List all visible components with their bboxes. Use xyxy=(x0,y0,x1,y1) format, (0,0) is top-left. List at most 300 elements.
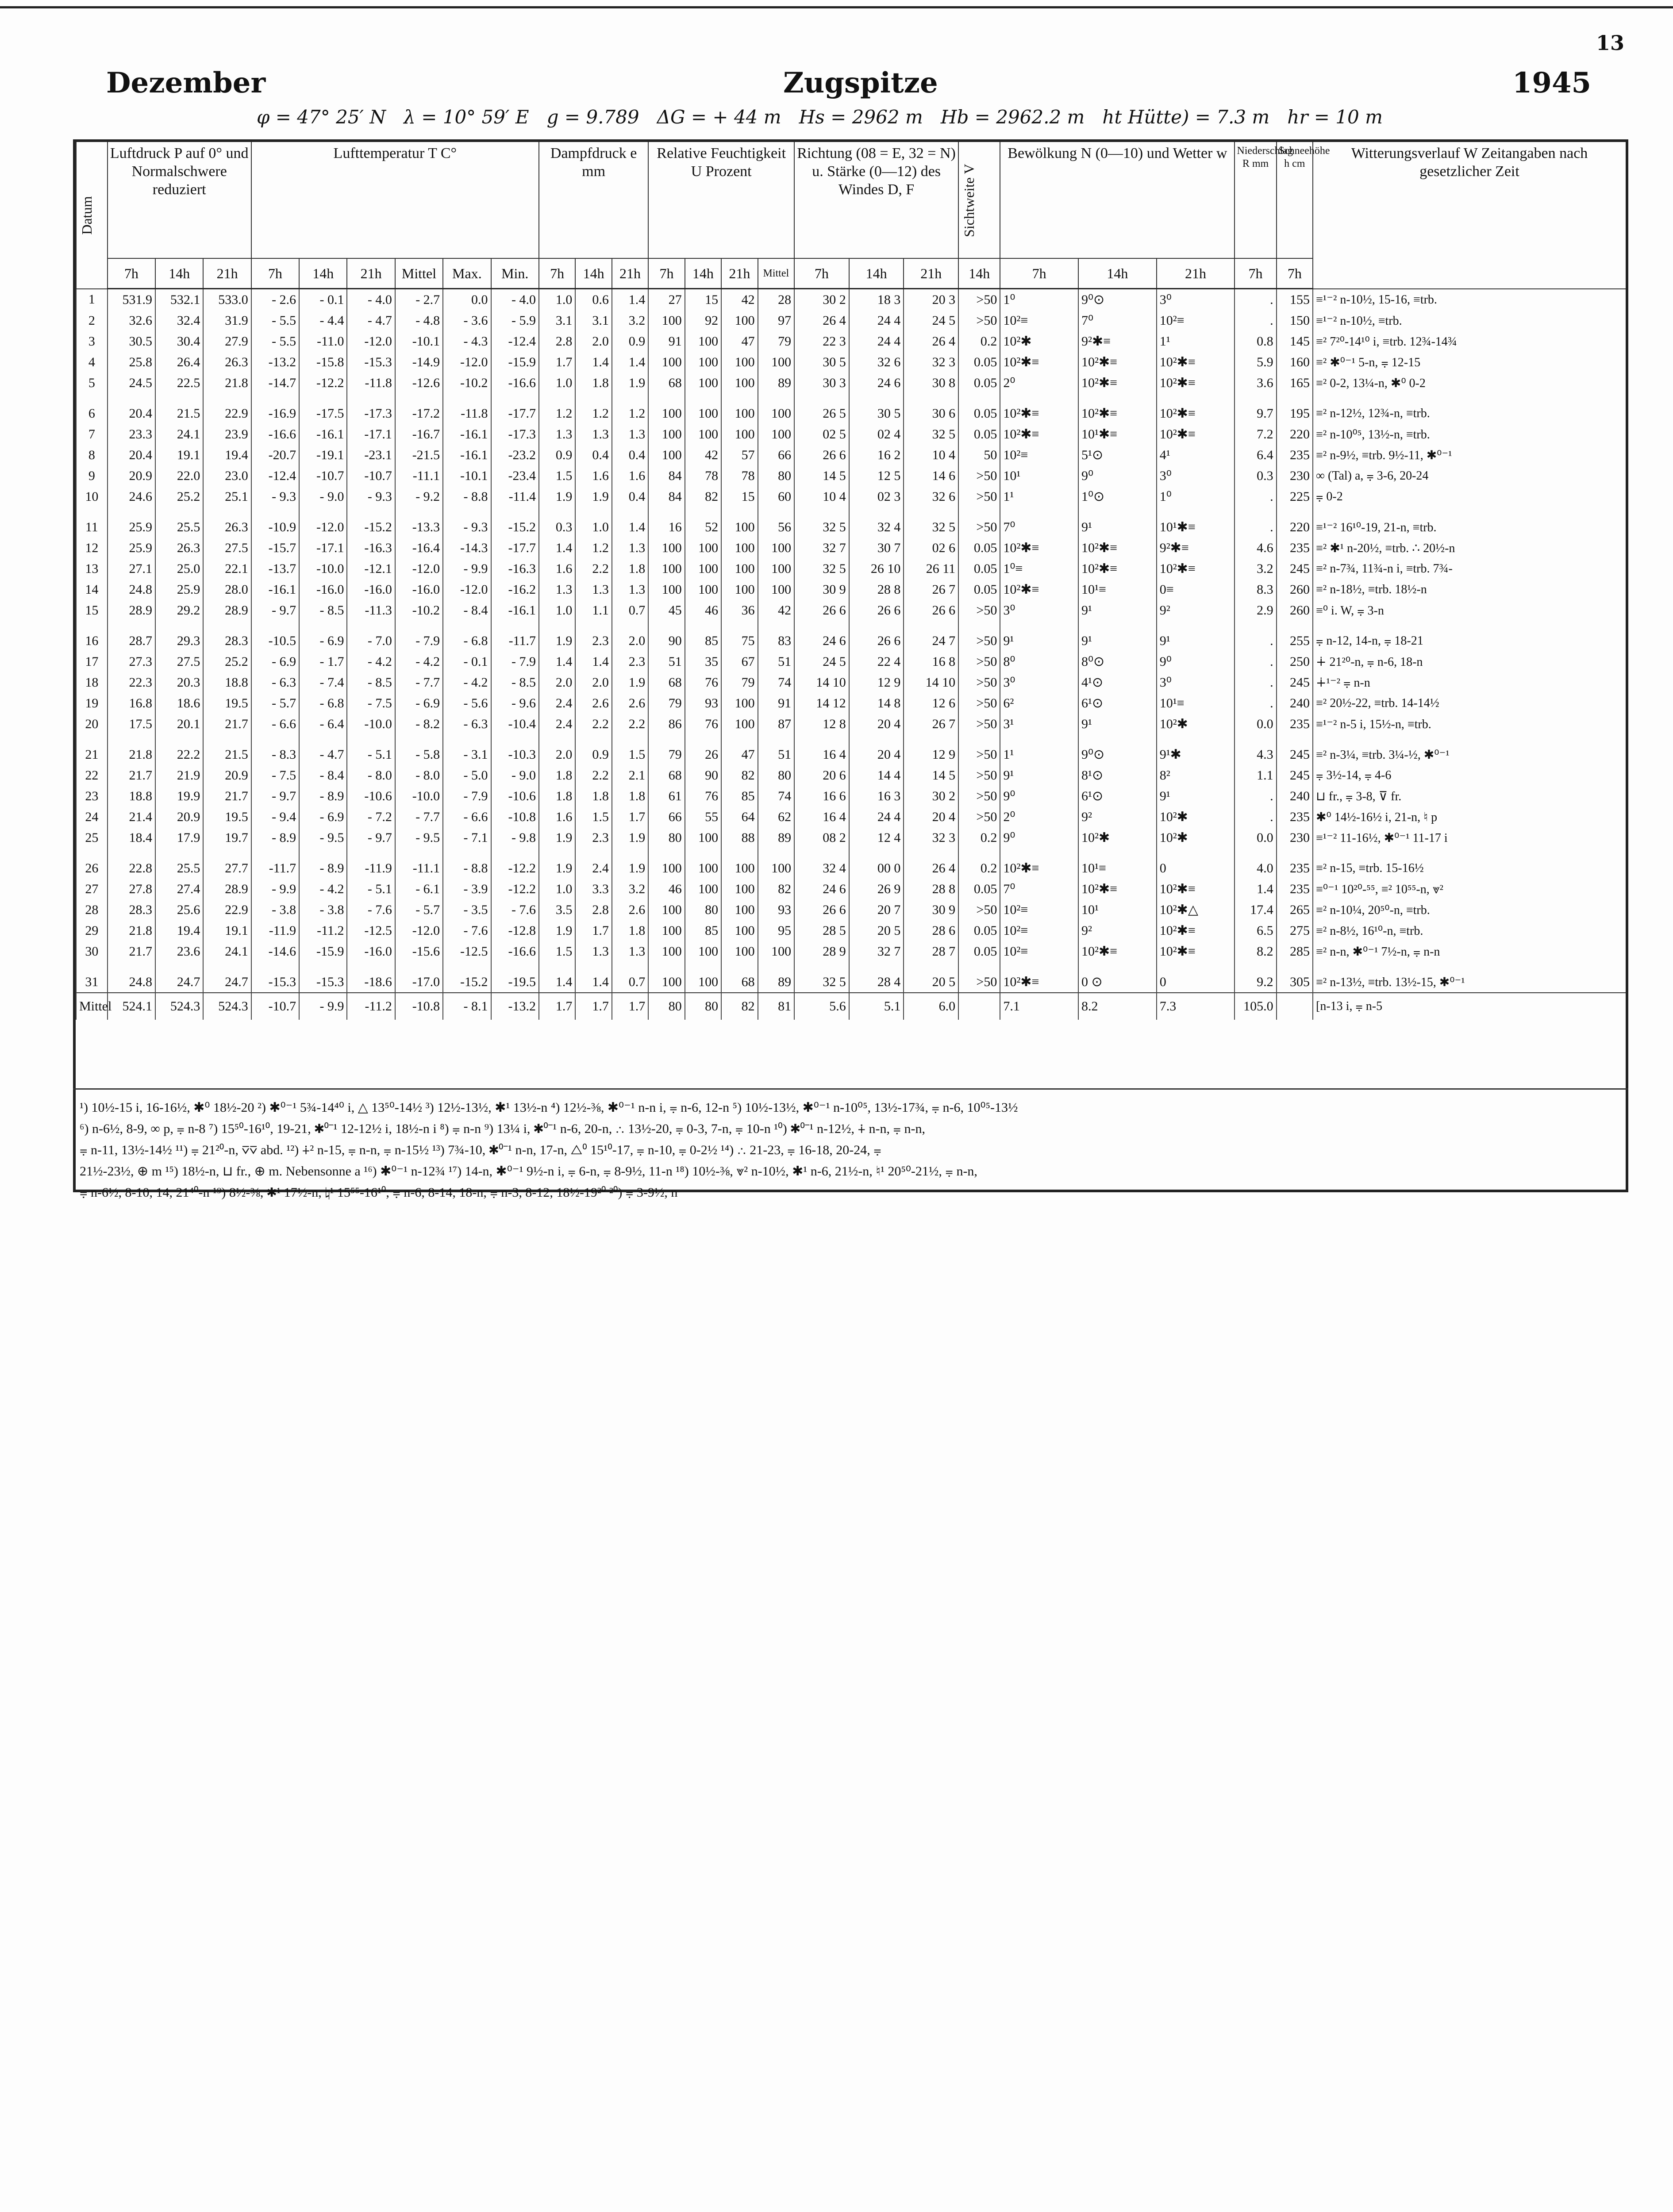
row-cell: 68 xyxy=(721,972,758,993)
row-cell: 26 6 xyxy=(849,600,904,621)
row-cell: 26 7 xyxy=(904,714,958,734)
row-cell: -15.9 xyxy=(299,941,347,962)
row-weather-note: ∔¹⁻² ⩦ n-n xyxy=(1313,672,1626,693)
row-cell: 68 xyxy=(648,672,685,693)
row-weather-note: ≡² n-15, ≡trb. 15-16½ xyxy=(1313,858,1626,879)
row-cell: -10.6 xyxy=(347,786,395,806)
row-cell: -11.2 xyxy=(299,920,347,941)
row-cell: -11.8 xyxy=(347,373,395,393)
spacer-cell xyxy=(443,962,491,972)
row-cell: 5.1 xyxy=(849,993,904,1020)
row-cell: 1.3 xyxy=(575,941,612,962)
row-cell: 26 6 xyxy=(794,899,849,920)
row-cell: -12.5 xyxy=(443,941,491,962)
spacer-cell xyxy=(251,393,299,403)
spacer-cell xyxy=(1157,734,1235,744)
row-cell: -15.8 xyxy=(299,352,347,373)
row-date: 6 xyxy=(76,403,108,424)
row-cell: - 9.5 xyxy=(395,827,443,848)
row-cell: 16 2 xyxy=(849,445,904,465)
row-date: 1 xyxy=(76,289,108,311)
row-weather-note: ✱⁰ 14½-16½ i, 21-n, ♮ p xyxy=(1313,806,1626,827)
row-cell: 25.9 xyxy=(108,538,155,558)
row-cell: 524.3 xyxy=(203,993,251,1020)
row-cell: 32 5 xyxy=(904,517,958,538)
row-cell: 9¹ xyxy=(1078,600,1157,621)
spacer-cell xyxy=(76,507,108,517)
row-cell: 20 3 xyxy=(904,289,958,311)
row-cell: 20.4 xyxy=(108,445,155,465)
row-cell: 10²≡ xyxy=(1157,310,1235,331)
row-cell: 0.7 xyxy=(612,972,648,993)
row-cell: 100 xyxy=(685,858,721,879)
spacer-cell xyxy=(685,507,721,517)
spacer-cell xyxy=(108,848,155,858)
row-cell: >50 xyxy=(958,744,1000,765)
row-cell: 8¹⊙ xyxy=(1078,765,1157,786)
row-cell: -16.0 xyxy=(347,941,395,962)
row-cell: 9¹ xyxy=(1000,630,1078,651)
row-cell: 16 6 xyxy=(794,786,849,806)
spacer-cell xyxy=(958,621,1000,630)
row-cell: - 8.9 xyxy=(299,786,347,806)
table-row-mittel xyxy=(76,993,1626,1020)
row-date: 14 xyxy=(76,579,108,600)
row-cell: 532.1 xyxy=(155,289,203,311)
spacer-cell xyxy=(299,848,347,858)
spacer-cell xyxy=(76,621,108,630)
row-cell: 02 3 xyxy=(849,486,904,507)
row-cell: 10²✱≡ xyxy=(1078,373,1157,393)
row-cell: - 7.4 xyxy=(299,672,347,693)
row-cell: 16 4 xyxy=(794,806,849,827)
row-weather-note: ≡² n-10¼, 20⁵⁰-n, ≡trb. xyxy=(1313,899,1626,920)
row-cell: 93 xyxy=(685,693,721,714)
row-cell: 20 4 xyxy=(849,714,904,734)
row-cell: 260 xyxy=(1277,600,1313,621)
row-weather-note: ≡¹⁻² n-10½, ≡trb. xyxy=(1313,310,1626,331)
row-cell: 42 xyxy=(721,289,758,311)
row-cell: -10.9 xyxy=(251,517,299,538)
row-cell: 28.9 xyxy=(108,600,155,621)
row-cell: 1.7 xyxy=(539,352,575,373)
row-cell: -15.3 xyxy=(347,352,395,373)
row-cell: 0.9 xyxy=(539,445,575,465)
row-cell: - 6.8 xyxy=(299,693,347,714)
spacer-cell xyxy=(347,848,395,858)
spacer-cell xyxy=(1157,393,1235,403)
row-cell: 2.9 xyxy=(1235,600,1276,621)
row-cell: 1.3 xyxy=(575,579,612,600)
row-weather-note: ≡¹⁻² n-10½, 15-16, ≡trb. xyxy=(1313,289,1626,311)
row-cell: 10²✱≡ xyxy=(1157,879,1235,899)
sub-14h: 14h xyxy=(155,258,203,289)
row-cell: 1.3 xyxy=(575,424,612,445)
row-cell: 66 xyxy=(648,806,685,827)
spacer-cell xyxy=(1277,507,1313,517)
row-cell: 29.2 xyxy=(155,600,203,621)
row-cell: 0.7 xyxy=(612,600,648,621)
row-cell: 22.9 xyxy=(203,899,251,920)
row-cell: 0.05 xyxy=(958,424,1000,445)
row-cell: - 4.2 xyxy=(443,672,491,693)
spacer-cell xyxy=(203,734,251,744)
month-title: Dezember xyxy=(106,66,266,100)
row-cell: 57 xyxy=(721,445,758,465)
row-cell: -15.2 xyxy=(347,517,395,538)
row-cell: - 9.3 xyxy=(251,486,299,507)
row-cell: 85 xyxy=(685,630,721,651)
row-weather-note: ⊔ fr., ⩦ 3-8, ⊽ fr. xyxy=(1313,786,1626,806)
row-cell: - 8.5 xyxy=(347,672,395,693)
sub-21h: 21h xyxy=(347,258,395,289)
row-cell: -12.0 xyxy=(395,920,443,941)
row-cell: -10.1 xyxy=(395,331,443,352)
row-cell: -16.2 xyxy=(491,579,539,600)
spacer-cell xyxy=(648,393,685,403)
row-cell: 32 7 xyxy=(849,941,904,962)
row-cell: -23.2 xyxy=(491,445,539,465)
table-row xyxy=(76,630,1626,651)
spacer-cell xyxy=(395,734,443,744)
row-cell: -16.6 xyxy=(491,373,539,393)
row-cell: >50 xyxy=(958,899,1000,920)
row-cell: 28 9 xyxy=(794,941,849,962)
row-cell: 1.9 xyxy=(612,373,648,393)
row-cell: >50 xyxy=(958,806,1000,827)
row-cell: 1.3 xyxy=(612,941,648,962)
spacer-cell xyxy=(794,393,849,403)
row-cell: - 7.9 xyxy=(443,786,491,806)
row-cell: 32.6 xyxy=(108,310,155,331)
row-cell: - 9.7 xyxy=(251,786,299,806)
row-cell: 9² xyxy=(1078,806,1157,827)
row-cell: -10.0 xyxy=(299,558,347,579)
row-cell: 21.5 xyxy=(155,403,203,424)
row-cell: 19.1 xyxy=(155,445,203,465)
table-row xyxy=(76,672,1626,693)
station-metadata: φ = 47° 25′ N λ = 10° 59′ E g = 9.789 ΔG = + 44 m Hs = 2962 m Hb = 2962.2 m ht Hütte) = 7.3 m hr = 10 m xyxy=(257,106,1383,128)
row-cell: - 8.0 xyxy=(395,765,443,786)
row-cell: 26 6 xyxy=(794,600,849,621)
row-cell: - 8.4 xyxy=(299,765,347,786)
row-cell: 36 xyxy=(721,600,758,621)
row-cell: 100 xyxy=(758,579,795,600)
row-cell: 2.3 xyxy=(612,651,648,672)
row-cell: 1.7 xyxy=(575,920,612,941)
row-cell: 245 xyxy=(1277,744,1313,765)
row-cell: - 6.9 xyxy=(299,806,347,827)
sub-7h: 7h xyxy=(1000,258,1078,289)
table-row xyxy=(76,786,1626,806)
header-lufttemperatur: Lufttemperatur T C° xyxy=(251,142,539,258)
row-cell: - 5.5 xyxy=(251,310,299,331)
row-cell: 1⁰ xyxy=(1000,289,1078,311)
row-date: 10 xyxy=(76,486,108,507)
row-cell: - 9.5 xyxy=(299,827,347,848)
row-cell: 1.4 xyxy=(1235,879,1276,899)
row-cell: 100 xyxy=(721,693,758,714)
row-cell: 3⁰ xyxy=(1000,672,1078,693)
spacer-cell xyxy=(1000,507,1078,517)
row-cell: 10²✱ xyxy=(1000,331,1078,352)
row-date: 2 xyxy=(76,310,108,331)
row-cell: 30 9 xyxy=(904,899,958,920)
row-cell: -11.7 xyxy=(491,630,539,651)
footnote-line: ¹) 10½-15 i, 16-16½, ✱⁰ 18½-20 ²) ✱⁰⁻¹ 5¾-14⁴⁰ i, △ 13⁵⁰-14½ ³) 12½-13½, ✱¹ 13½-n ⁴) 12½-⅜, ✱⁰⁻¹ n-n i, ⩦ n-6, 12-n ⁵) 10½-13½, ✱⁰⁻¹ n-10⁰⁵, 13½-17¾, ⩦ n-6, 10⁰⁵-13½ xyxy=(80,1100,1018,1115)
row-cell: 8.3 xyxy=(1235,579,1276,600)
row-cell: 32 6 xyxy=(849,352,904,373)
row-cell: 24.5 xyxy=(108,373,155,393)
row-cell: 28.7 xyxy=(108,630,155,651)
row-date: 22 xyxy=(76,765,108,786)
spacer-cell xyxy=(758,962,795,972)
row-cell: 29.3 xyxy=(155,630,203,651)
row-cell: . xyxy=(1235,310,1276,331)
table-row xyxy=(76,403,1626,424)
sub-14h: 14h xyxy=(1078,258,1157,289)
row-cell: - 9.9 xyxy=(251,879,299,899)
row-cell: 3⁰ xyxy=(1157,672,1235,693)
row-cell: 21.8 xyxy=(108,920,155,941)
row-cell: 14 8 xyxy=(849,693,904,714)
footnote-line: ⩦ n-11, 13½-14½ ¹¹) ⩦ 21²⁰-n, ⊽⊽ abd. ¹²) ∔² n-15, ⩦ n-n, ⩦ n-15½ ¹³) 7¾-10, ✱⁰⁻¹ n-n, 17-n, △⁰ 15¹⁰-17, ⩦ n-10, ⩦ 0-2½ ¹⁴) ∴ 21-23, ⩦ 16-18, 20-24, ⩦ xyxy=(80,1143,881,1157)
row-cell: 12 9 xyxy=(849,672,904,693)
row-cell: - 8.8 xyxy=(443,486,491,507)
spacer-cell xyxy=(1157,507,1235,517)
spacer-cell xyxy=(575,621,612,630)
row-cell: 68 xyxy=(648,373,685,393)
row-cell: 5¹⊙ xyxy=(1078,445,1157,465)
row-cell: -10.7 xyxy=(347,465,395,486)
row-cell: 1.4 xyxy=(539,538,575,558)
row-cell: 10²✱≡ xyxy=(1157,558,1235,579)
row-cell: 1¹ xyxy=(1000,486,1078,507)
row-cell: 32 5 xyxy=(794,517,849,538)
row-spacer xyxy=(76,962,1626,972)
row-cell: - 6.1 xyxy=(395,879,443,899)
row-cell: -10.4 xyxy=(491,714,539,734)
row-cell: 82 xyxy=(685,486,721,507)
row-cell: 30 9 xyxy=(794,579,849,600)
row-cell: - 4.7 xyxy=(299,744,347,765)
row-cell: 0.8 xyxy=(1235,331,1276,352)
row-cell: 0.05 xyxy=(958,558,1000,579)
header-niederschlag: Niederschlag R mm xyxy=(1235,142,1276,258)
row-cell: - 2.7 xyxy=(395,289,443,311)
row-cell: 2.0 xyxy=(612,630,648,651)
row-cell: 100 xyxy=(758,352,795,373)
row-cell: -11.9 xyxy=(347,858,395,879)
spacer-cell xyxy=(108,393,155,403)
row-cell: 100 xyxy=(648,579,685,600)
row-cell: 1.2 xyxy=(575,403,612,424)
row-cell: 20 4 xyxy=(849,744,904,765)
row-cell: 25.9 xyxy=(108,517,155,538)
row-cell: -12.4 xyxy=(491,331,539,352)
row-cell: 1.5 xyxy=(539,465,575,486)
row-cell: 100 xyxy=(648,538,685,558)
row-cell: 16 4 xyxy=(794,744,849,765)
row-cell: . xyxy=(1235,693,1276,714)
row-cell: 100 xyxy=(648,403,685,424)
row-cell: -16.6 xyxy=(251,424,299,445)
row-cell: 1.8 xyxy=(612,786,648,806)
row-cell: - 3.9 xyxy=(443,879,491,899)
spacer-cell xyxy=(685,393,721,403)
row-date: 24 xyxy=(76,806,108,827)
row-cell: 10¹≡ xyxy=(1078,579,1157,600)
row-cell: -16.7 xyxy=(395,424,443,445)
row-cell: 235 xyxy=(1277,714,1313,734)
row-cell: 52 xyxy=(685,517,721,538)
row-cell: 80 xyxy=(648,827,685,848)
table-row xyxy=(76,920,1626,941)
row-cell: 24.8 xyxy=(108,579,155,600)
row-cell: 1.2 xyxy=(575,538,612,558)
row-cell: 32 5 xyxy=(794,558,849,579)
table-row xyxy=(76,899,1626,920)
table-body xyxy=(76,289,1626,1020)
row-cell: 6¹⊙ xyxy=(1078,693,1157,714)
row-weather-note: ≡⁰ i. W, ⩦ 3-n xyxy=(1313,600,1626,621)
spacer-cell xyxy=(1078,848,1157,858)
row-cell: 100 xyxy=(685,424,721,445)
row-cell: 9¹ xyxy=(1000,765,1078,786)
row-cell: 21.8 xyxy=(108,744,155,765)
row-cell: 97 xyxy=(758,310,795,331)
row-cell: >50 xyxy=(958,651,1000,672)
row-cell: 28 7 xyxy=(904,941,958,962)
row-cell: 1⁰≡ xyxy=(1000,558,1078,579)
row-cell: 100 xyxy=(685,827,721,848)
row-cell: 10¹ xyxy=(1078,899,1157,920)
footnote-line: ⩦ n-6½, 8-10, 14, 21⁴⁰-n ¹⁹) 8½-⅜, ✱¹ 17½-n, ♮¹ 15⁵⁵-16¹⁰, ⩦ n-6, 8-14, 18-n, ⩦ n-3, 8-12, 18½-19²⁰ ²⁰) ⩦ 3-9½, n xyxy=(80,1185,678,1200)
row-cell: 92 xyxy=(685,310,721,331)
row-cell: 68 xyxy=(648,765,685,786)
spacer-cell xyxy=(539,393,575,403)
row-cell: 27.8 xyxy=(108,879,155,899)
row-cell: 32 5 xyxy=(794,972,849,993)
row-cell: 26 xyxy=(685,744,721,765)
row-weather-note: ≡² n-18½, ≡trb. 18½-n xyxy=(1313,579,1626,600)
row-cell: -12.8 xyxy=(491,920,539,941)
row-cell: - 9.7 xyxy=(347,827,395,848)
row-cell: 14 10 xyxy=(904,672,958,693)
row-cell: 21.9 xyxy=(155,765,203,786)
spacer-cell xyxy=(648,734,685,744)
row-cell: 230 xyxy=(1277,827,1313,848)
station-title: Zugspitze xyxy=(783,66,938,100)
row-cell: 2.3 xyxy=(575,630,612,651)
row-cell: 10²✱≡ xyxy=(1157,424,1235,445)
row-cell: -15.2 xyxy=(491,517,539,538)
row-cell: 1⁰⊙ xyxy=(1078,486,1157,507)
row-cell: 100 xyxy=(721,352,758,373)
spacer-cell xyxy=(395,507,443,517)
row-cell: 21.4 xyxy=(108,806,155,827)
row-cell: 0.05 xyxy=(958,403,1000,424)
table-row xyxy=(76,579,1626,600)
row-cell: 28 xyxy=(758,289,795,311)
spacer-cell xyxy=(849,848,904,858)
row-cell: 21.7 xyxy=(108,941,155,962)
spacer-cell xyxy=(347,734,395,744)
header-datum: Datum xyxy=(76,142,108,289)
row-cell: 285 xyxy=(1277,941,1313,962)
spacer-cell xyxy=(108,962,155,972)
row-cell: 19.4 xyxy=(155,920,203,941)
row-cell: 10²✱≡ xyxy=(1157,941,1235,962)
row-cell: 100 xyxy=(758,424,795,445)
table-row xyxy=(76,486,1626,507)
row-cell: 1.6 xyxy=(539,558,575,579)
row-cell: - 8.4 xyxy=(443,600,491,621)
row-cell: 26 9 xyxy=(849,879,904,899)
row-cell: 27.5 xyxy=(155,651,203,672)
row-date: Mittel xyxy=(76,993,108,1020)
row-cell: 7⁰ xyxy=(1078,310,1157,331)
row-cell: -11.1 xyxy=(395,465,443,486)
row-cell: 1.8 xyxy=(539,765,575,786)
row-cell: -12.2 xyxy=(491,858,539,879)
row-cell: 100 xyxy=(648,899,685,920)
row-cell: 10²✱≡ xyxy=(1157,920,1235,941)
spacer-cell xyxy=(347,621,395,630)
row-cell: -16.9 xyxy=(251,403,299,424)
sub-21h: 21h xyxy=(721,258,758,289)
row-cell: -17.1 xyxy=(347,424,395,445)
table-row xyxy=(76,352,1626,373)
row-cell: 30 7 xyxy=(849,538,904,558)
row-cell: 27.4 xyxy=(155,879,203,899)
row-cell: 35 xyxy=(685,651,721,672)
row-cell: 78 xyxy=(685,465,721,486)
spacer-cell xyxy=(758,621,795,630)
row-cell: 24 6 xyxy=(849,373,904,393)
row-cell: 1.4 xyxy=(575,651,612,672)
row-cell: 28 5 xyxy=(794,920,849,941)
row-cell: 10²✱≡ xyxy=(1000,579,1078,600)
spacer-cell xyxy=(758,734,795,744)
row-cell: 26 5 xyxy=(794,403,849,424)
row-cell: -12.2 xyxy=(491,879,539,899)
row-cell: 50 xyxy=(958,445,1000,465)
table-row xyxy=(76,972,1626,993)
row-cell: 32 4 xyxy=(794,858,849,879)
row-cell: 2.4 xyxy=(539,693,575,714)
row-cell: 20.9 xyxy=(203,765,251,786)
row-cell: - 6.9 xyxy=(395,693,443,714)
spacer-cell xyxy=(575,848,612,858)
row-cell: 1.0 xyxy=(539,373,575,393)
row-cell: 42 xyxy=(685,445,721,465)
row-cell: 1.3 xyxy=(612,424,648,445)
row-cell: 79 xyxy=(721,672,758,693)
row-cell: 245 xyxy=(1277,765,1313,786)
row-cell: -11.2 xyxy=(347,993,395,1020)
row-cell: 22.5 xyxy=(155,373,203,393)
row-cell: 10²✱≡ xyxy=(1000,538,1078,558)
sub-21h: 21h xyxy=(904,258,958,289)
row-cell: 3¹ xyxy=(1000,714,1078,734)
spacer-cell xyxy=(1313,962,1626,972)
row-cell: 7.3 xyxy=(1157,993,1235,1020)
row-cell: >50 xyxy=(958,630,1000,651)
row-cell: - 5.5 xyxy=(251,331,299,352)
row-cell: 10²✱ xyxy=(1078,827,1157,848)
row-cell: 1.4 xyxy=(539,972,575,993)
